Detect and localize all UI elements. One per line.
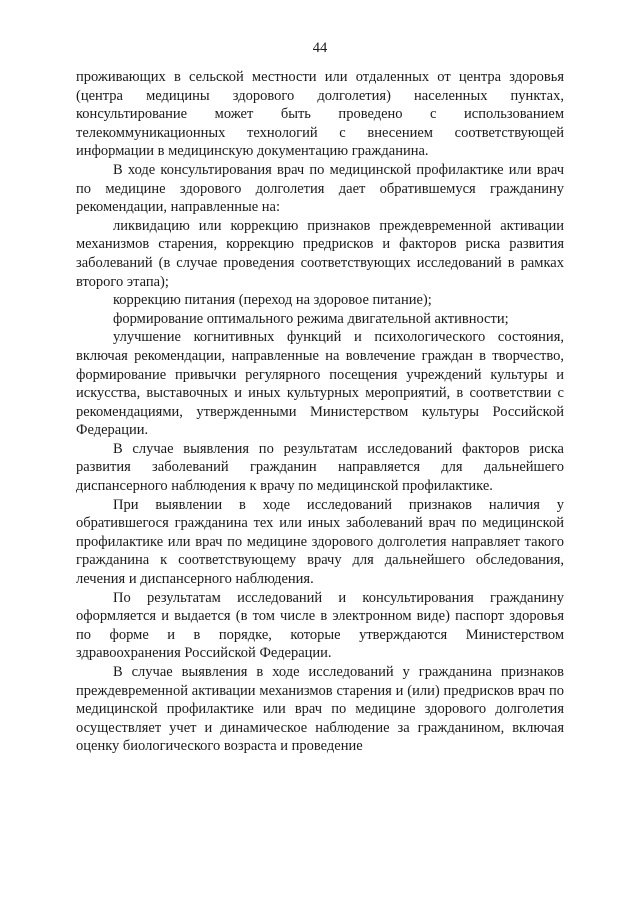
list-item-aging-correction: ликвидацию или коррекцию признаков преждевременной активации механизмов старения, коррекцию предрисков и факторов риска развития заболеваний (в случае проведения соответствующих исследований в рамках второго этапа);: [76, 217, 564, 290]
list-item-nutrition: коррекцию питания (переход на здоровое питание);: [113, 292, 432, 309]
paragraph-disease-detection: При выявлении в ходе исследований признаков наличия у обратившегося гражданина тех или иных заболеваний врач по медицинской профилактике или врач по медицине здорового долголетия направляет такого гражданина к соответствующему врачу для дальнейшего обследования, лечения и диспансерного наблюдения.: [76, 496, 564, 588]
list-item-cognitive-functions: улучшение когнитивных функций и психологического состояния, включая рекомендации, направленные на вовлечение граждан в творчество, формирование привычки регулярного посещения учреждений культуры и искусства, выставочных и иных культурных мероприятий, в соответствии с рекомендациями, утвержденными Министерством культуры Российской Федерации.: [76, 329, 564, 439]
paragraph-risk-factors: В случае выявления по результатам исследований факторов риска развития заболеваний гражданин направляется для дальнейшего диспансерного наблюдения к врачу по медицинской профилактике.: [76, 440, 564, 495]
document-body: [76, 68, 564, 756]
page-number: 44: [312, 40, 328, 56]
paragraph-premature-aging: В случае выявления в ходе исследований у гражданина признаков преждевременной активации механизмов старения и (или) предрисков врач по медицинской профилактике или врач по медицине здорового долголетия осуществляет учет и динамическое наблюдение за гражданином, включая оценку биологического возраста и проведение: [76, 664, 564, 755]
paragraph-continuation: проживающих в сельской местности или отдаленных от центра здоровья (центра медицины здорового долголетия) населенных пунктах, консультирование может быть проведено с использованием телекоммуникационных технологий с внесением соответствующей информации в медицинскую документацию гражданина.: [76, 69, 564, 160]
paragraph-consultation-recommendations: В ходе консультирования врач по медицинской профилактике или врач по медицине здорового долголетия дает обратившемуся гражданину рекомендации, направленные на:: [76, 161, 564, 216]
list-item-physical-activity: формирование оптимального режима двигательной активности;: [113, 310, 509, 327]
paragraph-health-passport: По результатам исследований и консультирования гражданину оформляется и выдается (в том числе в электронном виде) паспорт здоровья по форме и в порядке, которые утверждаются Министерством здравоохранения Российской Федерации.: [76, 589, 564, 662]
